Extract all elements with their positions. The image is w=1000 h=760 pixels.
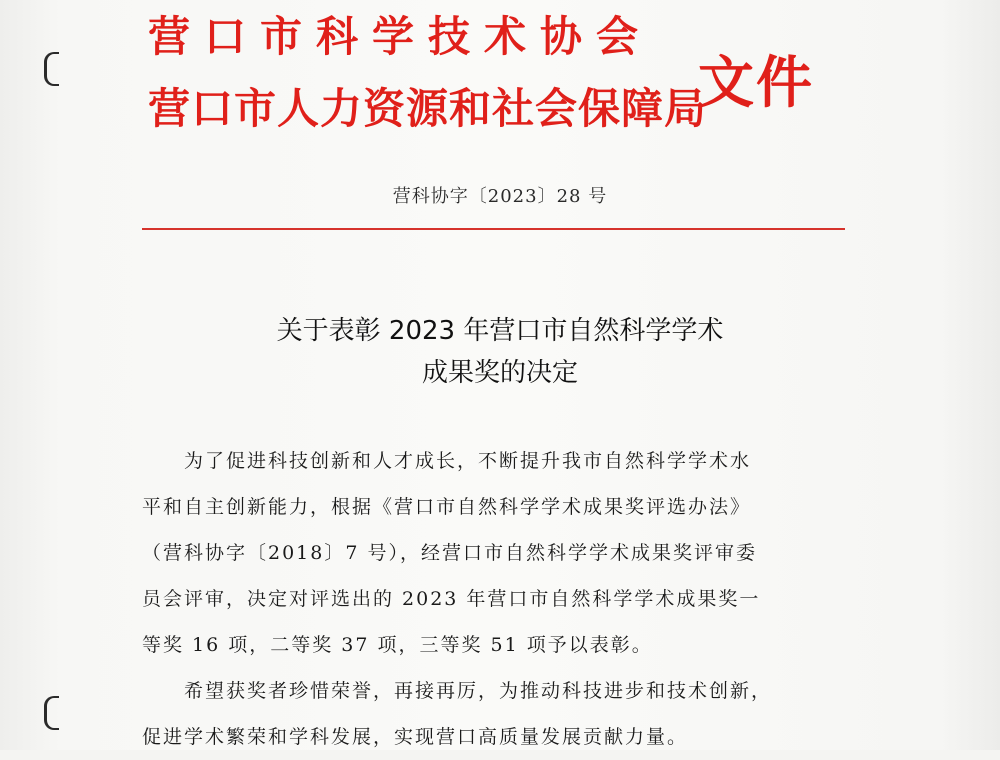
document-title-line-1: 关于表彰 2023 年营口市自然科学学术	[276, 316, 724, 346]
document-number: 营科协字〔2023〕28 号	[392, 186, 608, 207]
text-line: 平和自主创新能力，根据《营口市自然科学学术成果奖评选办法》	[142, 496, 752, 518]
document-header	[148, 6, 848, 156]
text-line: 员会评审，决定对评选出的 2023 年营口市自然科学学术成果奖一	[142, 588, 761, 610]
document-type-label: 文件	[698, 51, 814, 116]
text-line: 等奖 16 项，二等奖 37 项，三等奖 51 项予以表彰。	[142, 634, 653, 656]
text-line: 促进学术繁荣和学科发展，实现营口高质量发展贡献力量。	[142, 726, 689, 748]
text-line: 为了促进科技创新和人才成长，不断提升我市自然科学学术水	[184, 450, 752, 472]
binder-hole-mark	[44, 696, 59, 730]
body-paragraph-2	[142, 668, 852, 760]
body-paragraph-1	[142, 438, 852, 668]
header-divider	[142, 228, 845, 230]
issuing-org-2: 营口市人力资源和社会保障局	[148, 84, 708, 133]
binder-hole-mark	[44, 52, 59, 86]
document-title-line-2: 成果奖的决定	[421, 358, 578, 388]
issuing-org-1: 营口市科学技术协会	[148, 12, 653, 61]
text-line: （营科协字〔2018〕7 号），经营口市自然科学学术成果奖评审委	[142, 542, 757, 564]
text-line: 希望获奖者珍惜荣誉，再接再厉，为推动科技进步和技术创新，	[184, 680, 773, 702]
